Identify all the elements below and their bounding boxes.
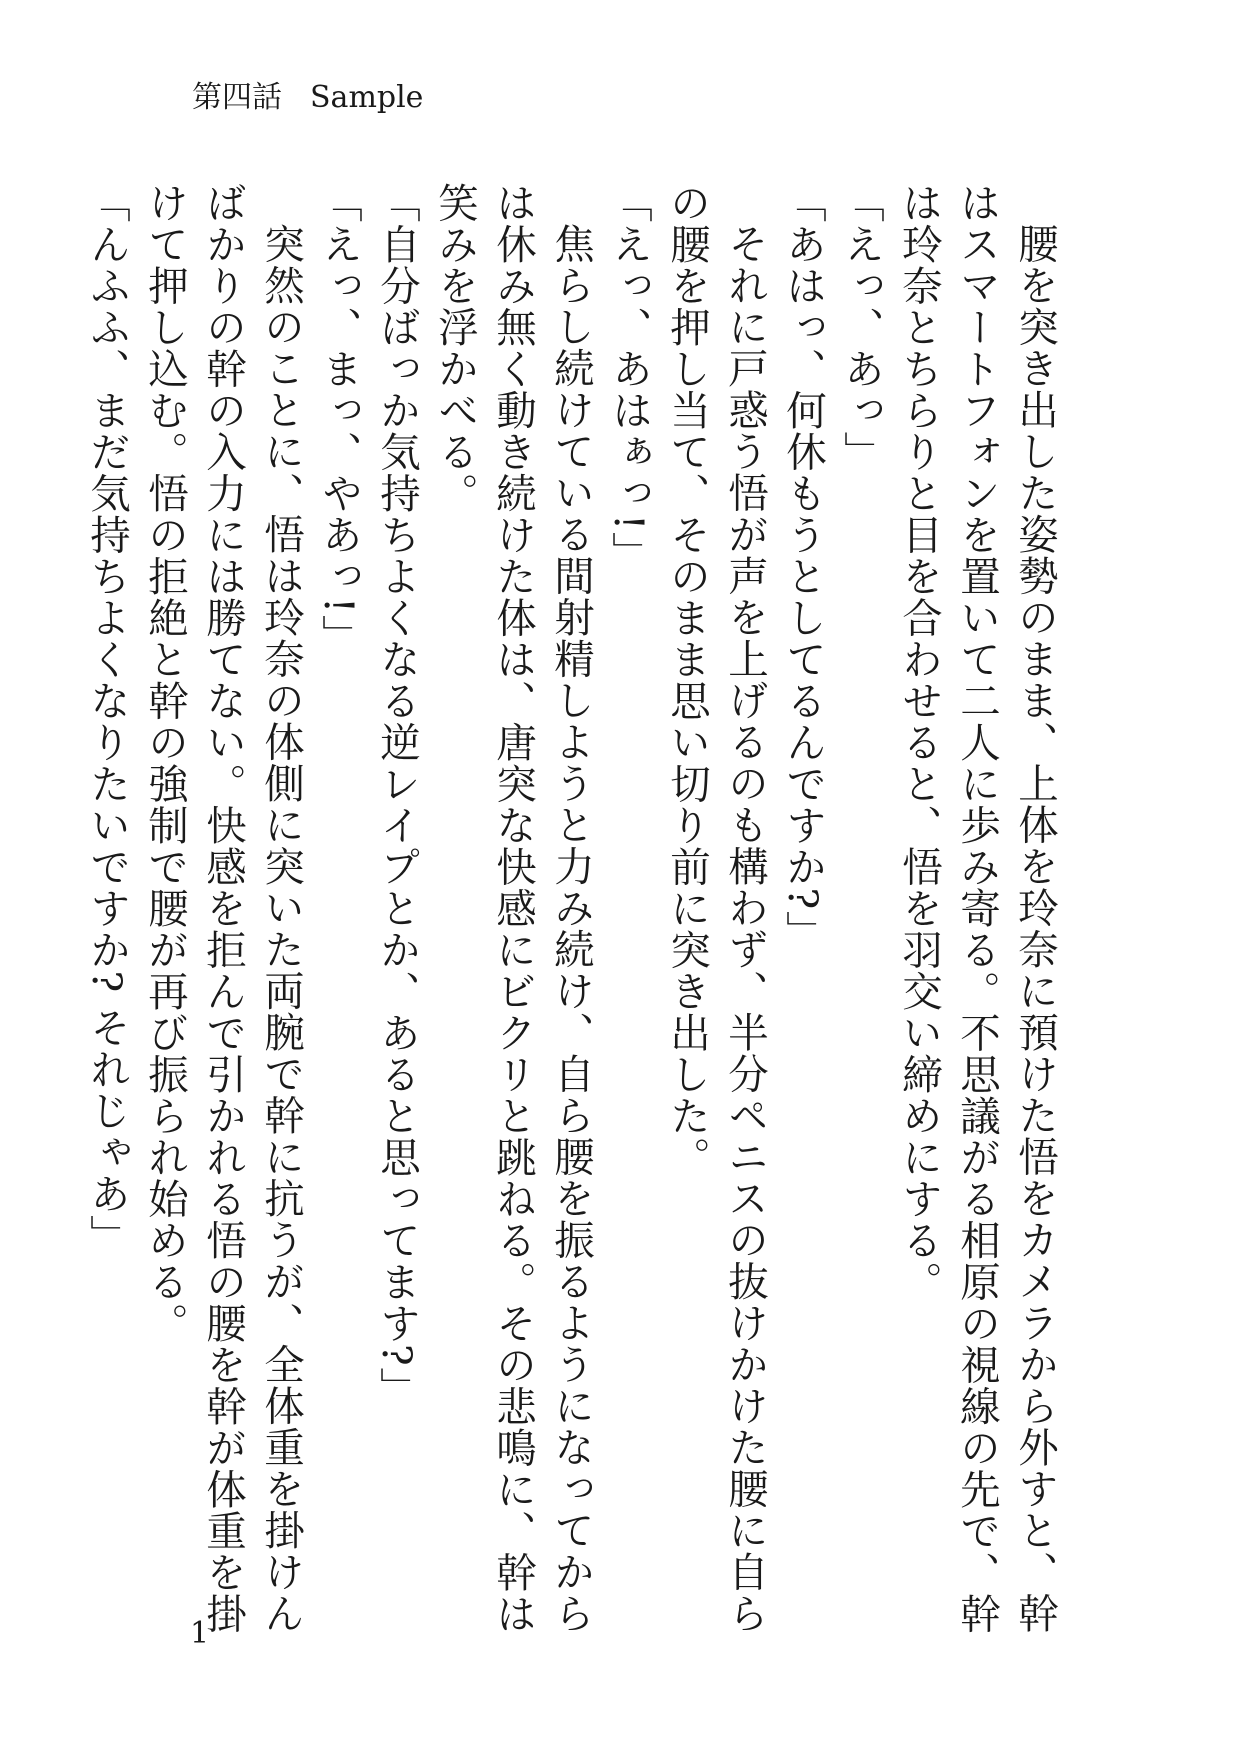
chapter-title: 第四話 [192, 80, 282, 115]
dialogue-line: 「えっ、まっ、やあっ!」 [315, 182, 363, 656]
dialogue-line: 「んふふ、まだ気持ちよくなりたいですか? それじゃあ」 [83, 182, 131, 1257]
paragraph: 突然のことに、悟は玲奈の体側に突いた両腕で幹に抗うが、全体重を掛けんばかりの幹の入力には勝てない。快感を拒んで引かれる悟の腰を幹が体重を掛けて押し込む。悟の拒絶と幹の強制で腰が再び振られ始める。 [141, 182, 305, 1635]
page-number: 1 [190, 1616, 210, 1651]
running-header [192, 78, 423, 118]
dialogue-line: 「えっ、あっ」 [837, 182, 885, 473]
dialogue-line: 「えっ、あはぁっ!」 [605, 182, 653, 573]
header-label: Sample [310, 80, 424, 115]
paragraph: それに戸惑う悟が声を上げるのも構わず、半分ペニスの抜けかけた腰に自らの腰を押し当て、そのまま思い切り前に突き出した。 [663, 182, 769, 1634]
dialogue-line: 「自分ばっか気持ちよくなる逆レイプとか、あると思ってます?」 [373, 182, 421, 1409]
paragraph: 焦らし続けている間射精しようと力み続け、自ら腰を振るようになってからは休み無く動き続けた体は、唐突な快感にビクリと跳ねる。その悲鳴に、幹は笑みを浮かべる。 [431, 182, 595, 1635]
vertical-body-text [78, 182, 1064, 1652]
dialogue-line: 「あはっ、何休もうとしてるんですか?」 [779, 182, 827, 952]
paragraph: 腰を突き出した姿勢のまま、上体を玲奈に預けた悟をカメラから外すと、幹はスマートフォンを置いて二人に歩み寄る。不思議がる相原の視線の先で、幹は玲奈とちらりと目を合わせると、悟を羽交い締めにする。 [895, 182, 1059, 1635]
